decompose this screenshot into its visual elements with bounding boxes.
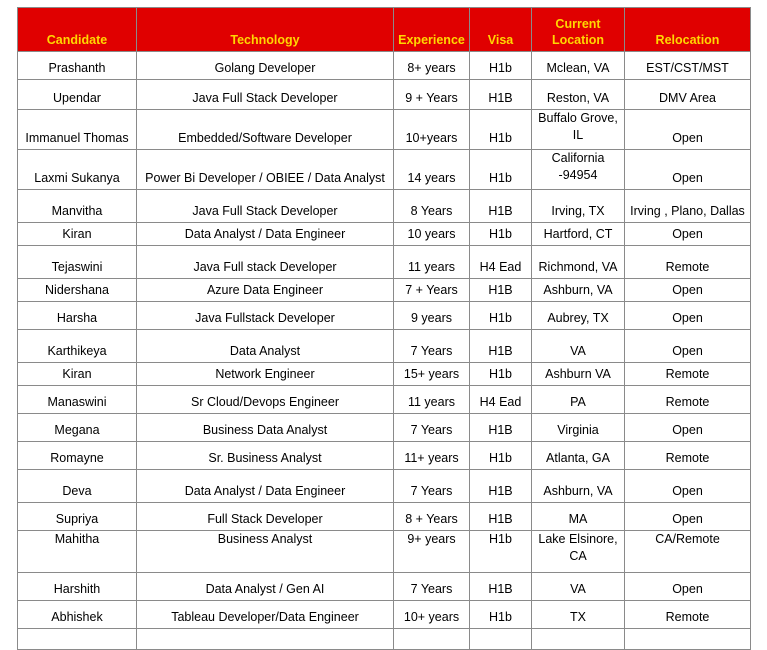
- cell-relocation: Open: [625, 414, 751, 442]
- cell-relocation: Remote: [625, 363, 751, 386]
- cell-location: Ashburn, VA: [532, 279, 625, 302]
- table-row: [18, 190, 751, 223]
- cell-relocation: Open: [625, 470, 751, 503]
- cell-experience: 9 years: [394, 302, 470, 330]
- table-row: [18, 531, 751, 573]
- cell-experience: 7 Years: [394, 470, 470, 503]
- table-row-empty: [18, 629, 751, 650]
- cell-visa: H1b: [470, 150, 532, 190]
- table-row: [18, 414, 751, 442]
- cell-relocation: DMV Area: [625, 80, 751, 110]
- header-row: [18, 8, 751, 52]
- cell-experience: 7 Years: [394, 414, 470, 442]
- table-row: [18, 110, 751, 150]
- table-row: [18, 573, 751, 601]
- cell-visa: H1b: [470, 52, 532, 80]
- cell-location: Irving, TX: [532, 190, 625, 223]
- cell-visa: H1B: [470, 330, 532, 363]
- cell-relocation: Open: [625, 573, 751, 601]
- cell-location: Buffalo Grove, IL: [532, 110, 625, 150]
- cell-candidate: Upendar: [18, 80, 137, 110]
- header-relocation: Relocation: [625, 8, 751, 52]
- cell-visa: H1B: [470, 503, 532, 531]
- header-candidate: Candidate: [18, 8, 137, 52]
- cell-candidate: Laxmi Sukanya: [18, 150, 137, 190]
- cell-visa: H1B: [470, 80, 532, 110]
- cell-experience: 15+ years: [394, 363, 470, 386]
- cell-location: Reston, VA: [532, 80, 625, 110]
- cell-visa: H4 Ead: [470, 386, 532, 414]
- cell-experience: 11 years: [394, 386, 470, 414]
- table-row: [18, 52, 751, 80]
- table-row: [18, 601, 751, 629]
- cell-location: Hartford, CT: [532, 223, 625, 246]
- cell-technology: Full Stack Developer: [137, 503, 394, 531]
- candidate-table: [17, 7, 751, 650]
- cell-visa: H1B: [470, 190, 532, 223]
- cell-candidate: Megana: [18, 414, 137, 442]
- cell-experience: 9+ years: [394, 531, 470, 573]
- cell-technology: Power Bi Developer / OBIEE / Data Analyst: [137, 150, 394, 190]
- cell-experience: 11 years: [394, 246, 470, 279]
- cell-location: VA: [532, 573, 625, 601]
- cell-location: TX: [532, 601, 625, 629]
- cell-candidate: Tejaswini: [18, 246, 137, 279]
- cell-location: Richmond, VA: [532, 246, 625, 279]
- cell-visa: H1B: [470, 470, 532, 503]
- cell-location: Virginia: [532, 414, 625, 442]
- table-row: [18, 80, 751, 110]
- cell-visa: H1b: [470, 531, 532, 573]
- cell-relocation: Remote: [625, 386, 751, 414]
- cell-relocation: CA/Remote: [625, 531, 751, 573]
- cell-visa: H1b: [470, 223, 532, 246]
- cell-candidate: Kiran: [18, 223, 137, 246]
- cell-candidate: Nidershana: [18, 279, 137, 302]
- cell-technology: Data Analyst / Data Engineer: [137, 470, 394, 503]
- cell-candidate: Abhishek: [18, 601, 137, 629]
- table-row: [18, 246, 751, 279]
- cell-relocation: Open: [625, 110, 751, 150]
- cell-experience: 10 years: [394, 223, 470, 246]
- table-row: [18, 150, 751, 190]
- table-row: [18, 386, 751, 414]
- table-row: [18, 363, 751, 386]
- table-row: [18, 330, 751, 363]
- header-visa: Visa: [470, 8, 532, 52]
- table-row: [18, 223, 751, 246]
- cell-location: California -94954: [532, 150, 625, 190]
- cell-technology: Java Full stack Developer: [137, 246, 394, 279]
- cell-technology: Embedded/Software Developer: [137, 110, 394, 150]
- cell-experience: 9 + Years: [394, 80, 470, 110]
- cell-experience: 10+ years: [394, 601, 470, 629]
- cell-candidate: Romayne: [18, 442, 137, 470]
- cell-visa: H1b: [470, 363, 532, 386]
- header-experience: Experience: [394, 8, 470, 52]
- cell-relocation: Open: [625, 330, 751, 363]
- cell-visa: H1B: [470, 414, 532, 442]
- table-row: [18, 442, 751, 470]
- cell-empty: [137, 629, 394, 650]
- table-row: [18, 302, 751, 330]
- cell-experience: 8+ years: [394, 52, 470, 80]
- cell-technology: Business Data Analyst: [137, 414, 394, 442]
- cell-relocation: Open: [625, 279, 751, 302]
- cell-technology: Data Analyst / Data Engineer: [137, 223, 394, 246]
- cell-technology: Network Engineer: [137, 363, 394, 386]
- cell-visa: H1B: [470, 279, 532, 302]
- cell-candidate: Harsha: [18, 302, 137, 330]
- cell-location: PA: [532, 386, 625, 414]
- cell-candidate: Prashanth: [18, 52, 137, 80]
- cell-location: Atlanta, GA: [532, 442, 625, 470]
- cell-experience: 11+ years: [394, 442, 470, 470]
- cell-relocation: Open: [625, 223, 751, 246]
- cell-candidate: Manvitha: [18, 190, 137, 223]
- cell-empty: [625, 629, 751, 650]
- cell-experience: 7 Years: [394, 330, 470, 363]
- cell-technology: Data Analyst / Gen AI: [137, 573, 394, 601]
- cell-visa: H1b: [470, 601, 532, 629]
- table-row: [18, 279, 751, 302]
- cell-location: Ashburn, VA: [532, 470, 625, 503]
- cell-location: VA: [532, 330, 625, 363]
- cell-visa: H4 Ead: [470, 246, 532, 279]
- table-row: [18, 503, 751, 531]
- cell-candidate: Karthikeya: [18, 330, 137, 363]
- cell-empty: [470, 629, 532, 650]
- cell-technology: Data Analyst: [137, 330, 394, 363]
- cell-experience: 14 years: [394, 150, 470, 190]
- cell-empty: [532, 629, 625, 650]
- cell-technology: Sr Cloud/Devops Engineer: [137, 386, 394, 414]
- cell-relocation: Remote: [625, 601, 751, 629]
- cell-location: Lake Elsinore, CA: [532, 531, 625, 573]
- cell-visa: H1B: [470, 573, 532, 601]
- cell-relocation: Irving , Plano, Dallas: [625, 190, 751, 223]
- cell-experience: 8 + Years: [394, 503, 470, 531]
- cell-relocation: Open: [625, 150, 751, 190]
- cell-location: Aubrey, TX: [532, 302, 625, 330]
- cell-relocation: EST/CST/MST: [625, 52, 751, 80]
- cell-candidate: Immanuel Thomas: [18, 110, 137, 150]
- cell-technology: Java Full Stack Developer: [137, 80, 394, 110]
- cell-visa: H1b: [470, 110, 532, 150]
- cell-location: Mclean, VA: [532, 52, 625, 80]
- cell-relocation: Remote: [625, 246, 751, 279]
- cell-candidate: Mahitha: [18, 531, 137, 573]
- cell-candidate: Harshith: [18, 573, 137, 601]
- cell-empty: [394, 629, 470, 650]
- header-technology: Technology: [137, 8, 394, 52]
- cell-experience: 7 Years: [394, 573, 470, 601]
- cell-candidate: Kiran: [18, 363, 137, 386]
- cell-technology: Golang Developer: [137, 52, 394, 80]
- cell-experience: 8 Years: [394, 190, 470, 223]
- cell-relocation: Remote: [625, 442, 751, 470]
- cell-empty: [18, 629, 137, 650]
- cell-visa: H1b: [470, 302, 532, 330]
- cell-visa: H1b: [470, 442, 532, 470]
- cell-technology: Business Analyst: [137, 531, 394, 573]
- cell-location: MA: [532, 503, 625, 531]
- cell-candidate: Deva: [18, 470, 137, 503]
- cell-technology: Azure Data Engineer: [137, 279, 394, 302]
- cell-experience: 10+years: [394, 110, 470, 150]
- cell-technology: Java Fullstack Developer: [137, 302, 394, 330]
- cell-candidate: Manaswini: [18, 386, 137, 414]
- cell-technology: Tableau Developer/Data Engineer: [137, 601, 394, 629]
- header-location: Current Location: [532, 8, 625, 52]
- cell-relocation: Open: [625, 503, 751, 531]
- cell-technology: Java Full Stack Developer: [137, 190, 394, 223]
- cell-relocation: Open: [625, 302, 751, 330]
- table-row: [18, 470, 751, 503]
- cell-experience: 7 + Years: [394, 279, 470, 302]
- cell-location: Ashburn VA: [532, 363, 625, 386]
- cell-technology: Sr. Business Analyst: [137, 442, 394, 470]
- cell-candidate: Supriya: [18, 503, 137, 531]
